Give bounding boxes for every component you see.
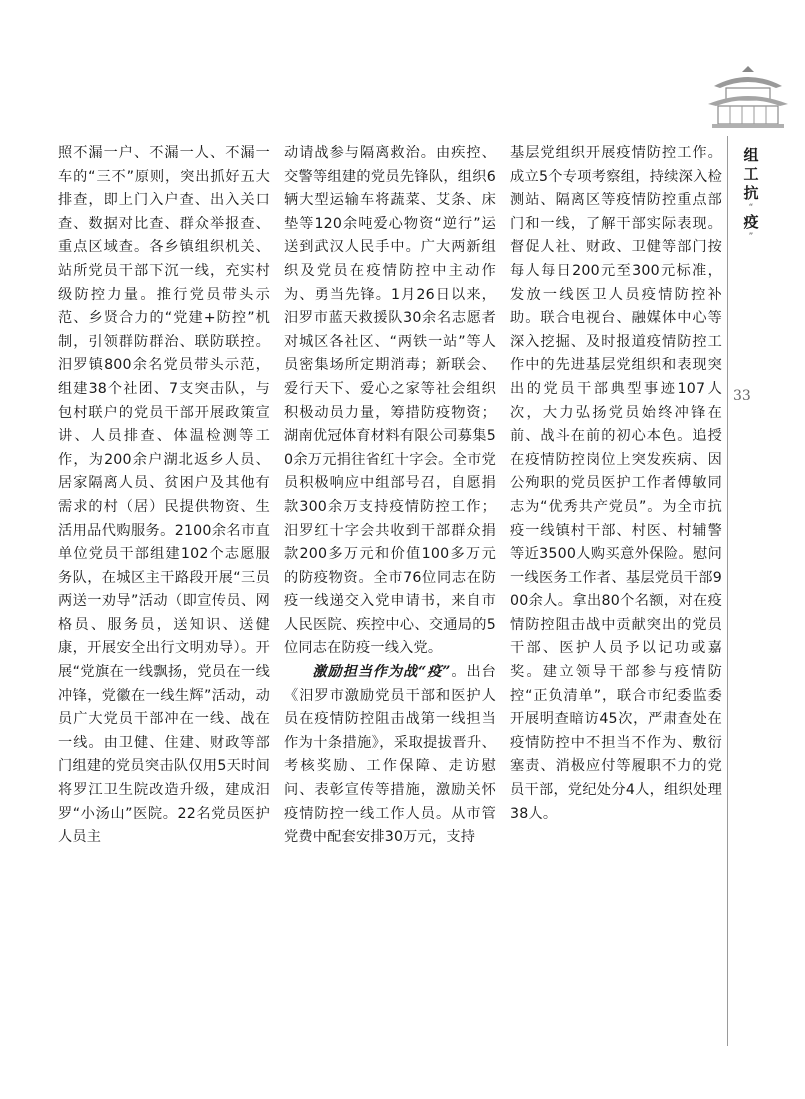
paragraph-body: 。出台《汨罗市激励党员干部和医护人员在疫情防控阻击战第一线担当作为十条措施》，采取提拔晋升、考核奖励、工作保障、走访慰问、表彰宣传等措施，激励关怀疫情防控一线工作人员。从市管党费中配套安排30万元，支持 <box>284 664 496 846</box>
section-tag-char: 抗 <box>743 184 759 202</box>
paragraph-lead-heading: 激励担当作为战“疫” <box>312 664 451 681</box>
text-column-2 <box>284 142 496 850</box>
section-tag-char: 疫 <box>743 213 759 231</box>
side-divider-line <box>727 136 728 1046</box>
section-tag-quote: “ <box>748 203 754 213</box>
column-1-text: 照不漏一户、不漏一人、不漏一车的“三不”原则，突出抓好五大排查，即上门入户查、出入关口查、数据对比查、群众举报查、重点区域查。各乡镇组织机关、站所党员干部下沉一线，充实村级防控力量。推行党员带头示范、乡贤合力的“党建+防控”机制，引领群防群治、联防联控。汨罗镇800余名党员带头示范，组建38个社团、7支突击队，与包村联户的党员干部开展政策宣讲、人员排查、体温检测等工作，为200余户湖北返乡人员、居家隔离人员、贫困户及其他有需求的村（居）民提供物资、生活用品代购服务。2100余名市直单位党员干部组建102个志愿服务队，在城区主干路段开展“三员两送一劝导”活动（即宣传员、网格员、服务员，送知识、送健康，开展安全出行文明劝导）。开展“党旗在一线飘扬，党员在一线冲锋，党徽在一线生辉”活动，动员广大党员干部冲在一线、战在一线。由卫健、住建、财政等部门组建的党员突击队仅用5天时间将罗江卫生院改造升级，建成汨罗“小汤山”医院。22名党员医护人员主 <box>58 145 270 846</box>
section-tag-quote: ” <box>748 232 754 242</box>
text-column-1 <box>58 142 270 850</box>
section-tag-char: 组 <box>743 146 759 164</box>
text-column-3 <box>510 142 722 826</box>
column-2-paragraph-2 <box>284 661 496 850</box>
column-2-paragraph-1: 动请战参与隔离救治。由疾控、交警等组建的党员先锋队，组织6辆大型运输车将蔬菜、艾条、床垫等120余吨爱心物资“逆行”运送到武汉人民手中。广大两新组织及党员在疫情防控中主动作为、勇当先锋。1月26日以来，汨罗市蓝天救援队30余名志愿者对城区各社区、“两铁一站”等人员密集场所定期消毒；新联会、爱行天下、爱心之家等社会组织积极动员力量，筹措防疫物资；湖南优冠体育材料有限公司募集50余万元捐往省红十字会。全市党员积极响应中组部号召，自愿捐款300余万支持疫情防控工作；汨罗红十字会共收到干部群众捐款200多万元和价值100多万元的防疫物资。全市76位同志在防疫一线递交入党申请书，来自市人民医院、疾控中心、交通局的5位同志在防疫一线入党。 <box>284 145 496 657</box>
page-number: 33 <box>733 388 751 404</box>
pavilion-illustration <box>700 62 796 132</box>
section-tag-char: 工 <box>743 165 759 183</box>
column-3-text: 基层党组织开展疫情防控工作。成立5个专项考察组，持续深入检测站、隔离区等疫情防控重点部门和一线，了解干部实际表现。督促人社、财政、卫健等部门按每人每日200元至300元标准，发放一线医卫人员疫情防控补助。联合电视台、融媒体中心等深入挖掘、及时报道疫情防控工作中的先进基层党组织和表现突出的党员干部典型事迹107人次，大力弘扬党员始终冲锋在前、战斗在前的初心本色。追授在疫情防控岗位上突发疾病、因公殉职的党员医护工作者傅敏同志为“优秀共产党员”。为全市抗疫一线镇村干部、村医、村辅警等近3500人购买意外保险。慰问一线医务工作者、基层党员干部900余人。拿出80个名额，对在疫情防控阻击战中贡献突出的党员干部、医护人员予以记功或嘉奖。建立领导干部参与疫情防控“正负清单”，联合市纪委监委开展明查暗访45次，严肃查处在疫情防控中不担当不作为、敷衍塞责、消极应付等履职不力的党员干部，党纪处分4人，组织处理38人。 <box>510 145 722 822</box>
section-tag <box>736 146 766 242</box>
